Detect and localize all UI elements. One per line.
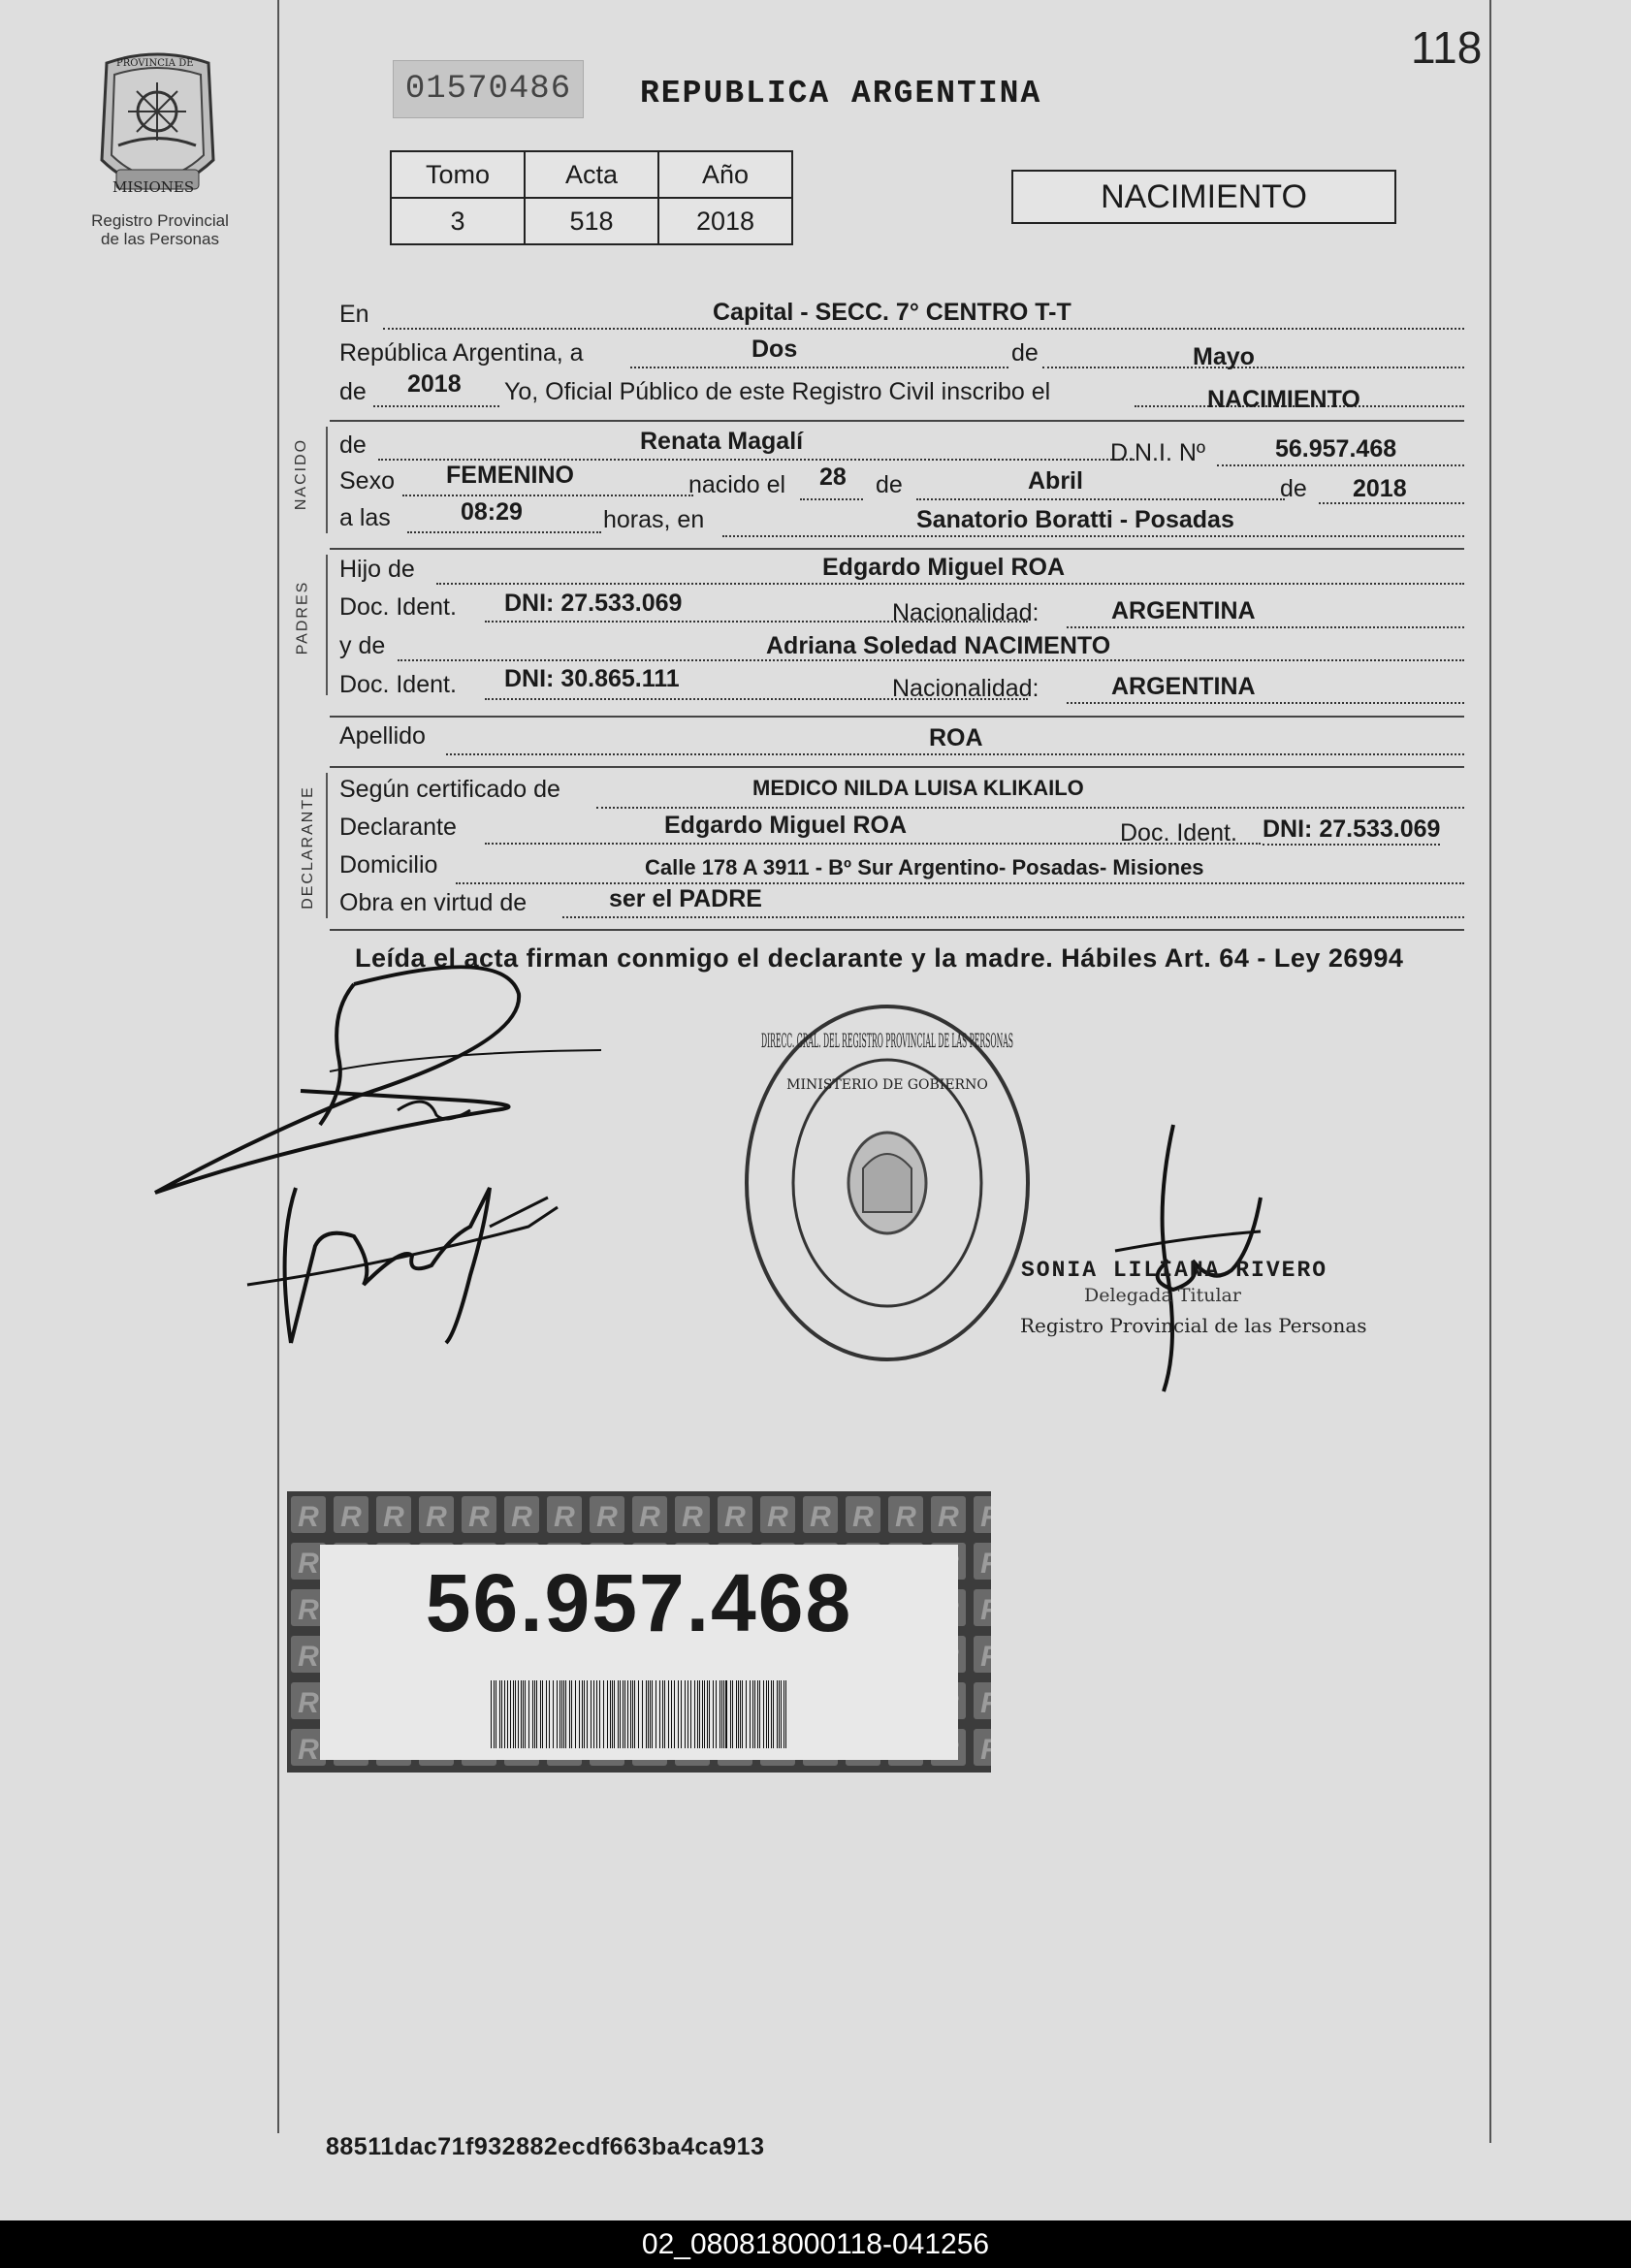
barcode-bar [752,1680,753,1748]
barcode-bar [565,1680,566,1748]
barcode-bar [525,1680,526,1748]
seal-caption-line2: de las Personas [101,230,219,248]
mother-nat-value: ARGENTINA [1111,673,1256,700]
official-name: SONIA LILIANA RIVERO [1021,1258,1328,1283]
barcode-bar [528,1680,529,1748]
barcode-bar [499,1680,500,1748]
declarante-bracket [326,773,328,918]
nacido-bracket [326,427,328,533]
father-nat-label: Nacionalidad: [892,599,1039,626]
barcode-bar [501,1680,502,1748]
en-label: En [339,301,369,328]
row-obra [339,885,1464,922]
row-sexo [339,462,1464,502]
seal-caption-line1: Registro Provincial [91,211,229,230]
barcode-bar [563,1680,564,1748]
divider-1 [330,420,1464,422]
barcode-bar [781,1680,782,1748]
declarante-doc-value: DNI: 27.533.069 [1263,815,1440,846]
barcode-bar [746,1680,747,1748]
barcode-bar [620,1680,621,1748]
register-header-acta: Acta [525,151,658,198]
day-value: Dos [752,335,798,363]
barcode-bar [571,1680,572,1748]
divider-4 [330,766,1464,768]
barcode-bar [510,1680,511,1748]
barcode-bar [754,1680,755,1748]
divider-3 [330,716,1464,718]
barcode-bar [593,1680,594,1748]
birth-year: 2018 [1353,475,1407,502]
year-value: 2018 [407,370,462,398]
legal-text: Leída el acta firman conmigo el declarante y la madre. Hábiles Art. 64 - Ley 26994 [355,943,1404,973]
sticker-inner [320,1545,958,1760]
register-header-anio: Año [658,151,792,198]
barcode-bar [540,1680,541,1748]
barcode-bar [777,1680,778,1748]
barcode-bar [491,1680,492,1748]
barcode-bar [723,1680,724,1748]
barcode-bar [773,1680,774,1748]
place-value: Sanatorio Boratti - Posadas [916,506,1234,533]
barcode-bar [671,1680,672,1748]
seal-text-top: PROVINCIA DE [116,58,194,69]
barcode-bar [763,1680,764,1748]
domicilio-value: Calle 178 A 3911 - Bº Sur Argentino- Posadas- Misiones [645,855,1204,879]
declarante-value: Edgardo Miguel ROA [664,812,907,839]
father-nat-value: ARGENTINA [1111,597,1256,624]
country-title: REPUBLICA ARGENTINA [640,76,1042,112]
declarante-doc-label: Doc. Ident. [1120,819,1237,847]
barcode-bar [549,1680,550,1748]
sticker-number: 56.957.468 [425,1557,853,1648]
barcode-bar [662,1680,663,1748]
barcode-bar [561,1680,562,1748]
barcode-bar [738,1680,739,1748]
barcode-bar [694,1680,695,1748]
mother-doc-value: DNI: 30.865.111 [504,665,680,692]
barcode-bar [618,1680,619,1748]
hijo-label: Hijo de [339,556,415,583]
row-mother-doc [339,665,1464,704]
official-role: Delegada Titular [1084,1285,1241,1306]
stamp-inner-text: MINISTERIO DE GOBIERNO [786,1077,988,1093]
barcode-bar [678,1680,679,1748]
barcode-bar [523,1680,524,1748]
birth-de-label: de [876,471,903,498]
cert-value: MEDICO NILDA LUISA KLIKAILO [752,776,1084,800]
barcode-bar [642,1680,643,1748]
seal-text-bottom: MISIONES [112,178,195,196]
barcode-bar [638,1680,639,1748]
father-doc-label: Doc. Ident. [339,593,457,621]
declarante-label: Declarante [339,814,457,841]
republica-label: República Argentina, a [339,339,584,367]
stamp-outer-text: DIRECC. GRAL. DEL REGISTRO PROVINCIAL DE LAS PERSONAS [761,1029,1013,1052]
register-value-tomo: 3 [391,198,525,244]
father-doc-value: DNI: 27.533.069 [504,590,683,617]
nacido-de-label: de [339,431,367,459]
barcode-bar [736,1680,737,1748]
birth-month: Abril [1028,467,1083,495]
birth-day: 28 [819,463,847,491]
barcode-bar [614,1680,615,1748]
row-year [339,370,1464,413]
official-signature-icon [1086,1115,1280,1396]
sexo-label: Sexo [339,467,395,495]
barcode-bar [740,1680,741,1748]
barcode-bar [732,1680,733,1748]
dni-value: 56.957.468 [1275,435,1397,463]
barcode-bar [607,1680,608,1748]
barcode-bar [532,1680,533,1748]
barcode-bar [603,1680,604,1748]
apellido-label: Apellido [339,722,426,750]
barcode-bar [553,1680,554,1748]
barcode-bar [584,1680,585,1748]
row-cert [339,776,1464,809]
official-org: Registro Provincial de las Personas [1020,1314,1367,1337]
name-value: Renata Magalí [640,428,804,455]
barcode-bar [699,1680,700,1748]
register-value-anio: 2018 [658,198,792,244]
id-number-sticker [287,1491,991,1773]
de2-label: de [339,378,367,405]
row-domicilio [339,851,1464,884]
register-header-tomo: Tomo [391,151,525,198]
registry-stamp-icon [737,994,1038,1372]
barcode-bar [515,1680,516,1748]
barcode-bar [623,1680,624,1748]
nacido-side-label: NACIDO [293,437,310,511]
row-date [339,335,1464,372]
oficial-text: Yo, Oficial Público de este Registro Civil inscribo el [504,378,1051,405]
divider-5 [330,929,1464,931]
month-value: Mayo [1193,343,1255,370]
barcode-icon [491,1680,791,1748]
barcode-bar [771,1680,772,1748]
barcode-bar [721,1680,722,1748]
barcode-bar [587,1680,588,1748]
row-father-doc [339,590,1464,626]
divider-2 [330,548,1464,550]
barcode-bar [557,1680,558,1748]
inscribe-value: NACIMIENTO [1207,386,1360,413]
barcode-bar [730,1680,731,1748]
seal-caption [58,211,262,248]
row-declarante [339,814,1464,847]
barcode-bar [575,1680,576,1748]
barcode-bar [542,1680,543,1748]
document-hash: 88511dac71f932882ecdf663ba4ca913 [326,2133,765,2160]
barcode-bar [627,1680,628,1748]
birth-de-label-2: de [1280,475,1307,502]
barcode-bar [759,1680,760,1748]
register-value-row [391,198,792,244]
mother-doc-label: Doc. Ident. [339,671,457,698]
barcode-bar [716,1680,717,1748]
signature-2-icon [238,1168,567,1353]
barcode-bar [507,1680,508,1748]
barcode-bar [652,1680,653,1748]
row-apellido [339,722,1464,755]
barcode-bar [596,1680,597,1748]
barcode-bar [569,1680,570,1748]
barcode-bar [650,1680,651,1748]
barcode-bar [697,1680,698,1748]
padres-side-label: PADRES [294,580,311,655]
mother-value: Adriana Soledad NACIMENTO [766,632,1111,659]
barcode-bar [494,1680,495,1748]
barcode-bar [668,1680,669,1748]
barcode-bar [518,1680,519,1748]
barcode-bar [504,1680,505,1748]
barcode-bar [610,1680,611,1748]
barcode-bar [579,1680,580,1748]
barcode-bar [521,1680,522,1748]
a-las-label: a las [339,504,391,531]
barcode-bar [513,1680,514,1748]
barcode-bar [681,1680,682,1748]
barcode-bar [536,1680,537,1748]
register-value-acta: 518 [525,198,658,244]
barcode-bar [713,1680,714,1748]
barcode-bar [591,1680,592,1748]
barcode-bar [690,1680,691,1748]
serial-number: 01570486 [393,60,584,118]
barcode-bar [612,1680,613,1748]
barcode-bar [664,1680,665,1748]
barcode-bar [702,1680,703,1748]
barcode-bar [546,1680,547,1748]
de-label: de [1011,339,1039,367]
register-header-row [391,151,792,198]
barcode-bar [624,1680,625,1748]
father-value: Edgardo Miguel ROA [822,554,1065,581]
row-name [339,428,1464,466]
domicilio-label: Domicilio [339,851,438,878]
barcode-bar [757,1680,758,1748]
barcode-bar [704,1680,705,1748]
yde-label: y de [339,632,386,659]
cert-label: Según certificado de [339,776,560,803]
row-en [339,301,1464,334]
sexo-value: FEMENINO [446,462,574,489]
barcode-bar [634,1680,635,1748]
nacido-el-label: nacido el [688,471,786,498]
horas-label: horas, en [603,506,705,533]
mother-nat-label: Nacionalidad: [892,675,1039,702]
act-type-box: NACIMIENTO [1011,170,1396,224]
en-value: Capital - SECC. 7° CENTRO T-T [713,299,1071,326]
row-hora [339,498,1464,537]
barcode-bar [685,1680,686,1748]
barcode-bar [768,1680,769,1748]
declarante-side-label: DECLARANTE [299,785,316,910]
barcode-bar [742,1680,743,1748]
barcode-bar [707,1680,708,1748]
barcode-bar [646,1680,647,1748]
barcode-bar [632,1680,633,1748]
row-father [339,556,1464,589]
obra-label: Obra en virtud de [339,889,528,916]
barcode-bar [659,1680,660,1748]
footer-id: 02_080818000118-041256 [0,2220,1631,2268]
barcode-bar [725,1680,727,1748]
barcode-bar [766,1680,767,1748]
barcode-bar [674,1680,675,1748]
barcode-bar [630,1680,631,1748]
barcode-bar [785,1680,786,1748]
right-margin-line [1489,0,1491,2143]
padres-bracket [326,555,328,695]
hour-value: 08:29 [461,498,523,526]
barcode-bar [534,1680,535,1748]
barcode-bar [582,1680,583,1748]
obra-value: ser el PADRE [609,885,762,912]
barcode-bar [599,1680,600,1748]
barcode-bar [750,1680,751,1748]
row-mother [339,632,1464,665]
apellido-value: ROA [929,724,983,751]
dni-label: D.N.I. Nº [1110,439,1206,466]
barcode-bar [709,1680,710,1748]
barcode-bar [648,1680,649,1748]
register-table [390,150,793,245]
barcode-bar [779,1680,780,1748]
page-number: 118 [1411,22,1483,73]
